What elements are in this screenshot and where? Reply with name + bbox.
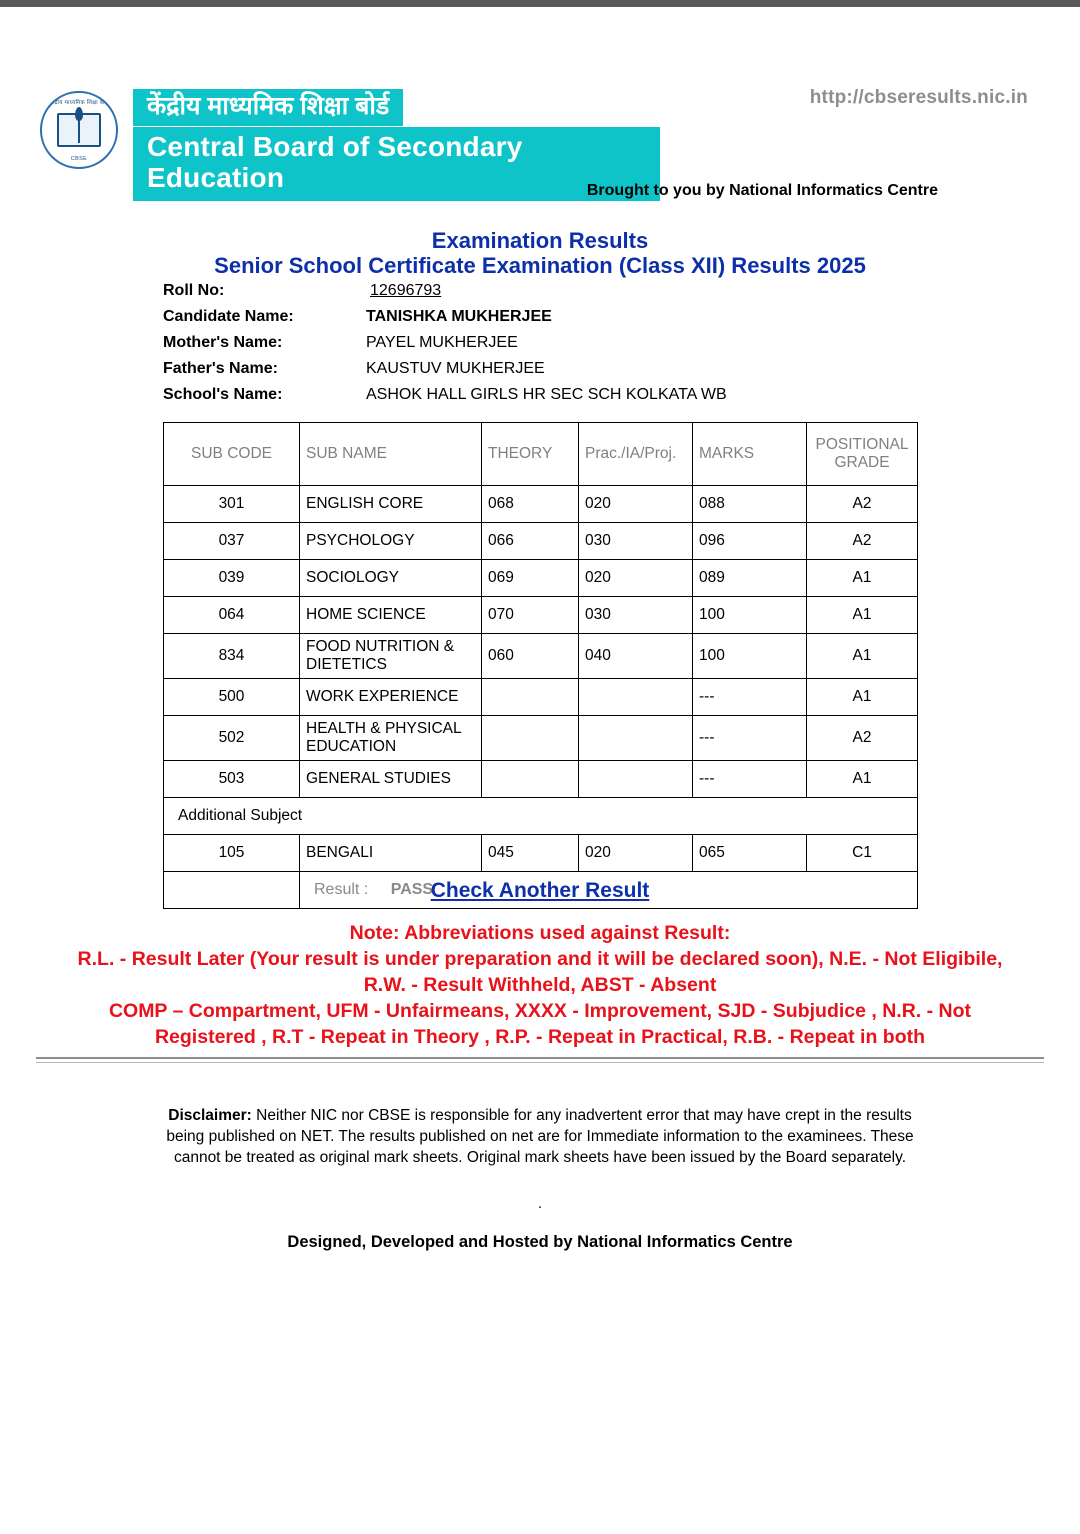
cell-name: ENGLISH CORE [300, 486, 482, 523]
cell-grade: C1 [807, 835, 918, 872]
cell-name: FOOD NUTRITION & DIETETICS [300, 634, 482, 679]
cell-prac: 020 [579, 486, 693, 523]
cell-theory: 066 [482, 523, 579, 560]
cell-marks: 096 [693, 523, 807, 560]
marks-table-body [164, 486, 918, 909]
footer-divider [36, 1057, 1044, 1063]
cell-marks: --- [693, 761, 807, 798]
cell-prac: 030 [579, 523, 693, 560]
candidate-name-row [163, 308, 923, 334]
cell-prac [579, 761, 693, 798]
roll-no-row [163, 282, 923, 308]
cell-code: 064 [164, 597, 300, 634]
cell-grade: A2 [807, 523, 918, 560]
candidate-details [163, 282, 923, 412]
note-line-3: R.W. - Result Withheld, ABST - Absent [363, 974, 717, 996]
col-prac: Prac./IA/Proj. [579, 423, 693, 486]
cell-grade: A1 [807, 634, 918, 679]
divider-line-bottom [36, 1062, 1044, 1063]
col-positional-grade: POSITIONAL GRADE [807, 423, 918, 486]
table-row [164, 486, 918, 523]
divider-line-top [36, 1057, 1044, 1059]
check-another-result-link[interactable]: Check Another Result [430, 879, 650, 902]
school-name-row [163, 386, 923, 412]
cell-grade: A1 [807, 597, 918, 634]
cell-name: GENERAL STUDIES [300, 761, 482, 798]
cell-name: BENGALI [300, 835, 482, 872]
note-line-2: R.L. - Result Later (Your result is under preparation and it will be declared soon), N.E. - Not Eligibile, [77, 948, 1003, 970]
col-marks: MARKS [693, 423, 807, 486]
cbse-logo-header [40, 89, 660, 193]
cell-grade: A2 [807, 716, 918, 761]
designed-by-text: Designed, Developed and Hosted by National Informatics Centre [287, 1233, 793, 1251]
marks-table [163, 422, 918, 909]
cell-code: 037 [164, 523, 300, 560]
disclaimer-label: Disclaimer: [168, 1107, 252, 1124]
cell-code: 500 [164, 679, 300, 716]
cell-marks: 100 [693, 597, 807, 634]
browser-top-bar [0, 0, 1080, 7]
emblem-top-text: केंद्रीय माध्यमिक शिक्षा बोर्ड [50, 100, 108, 106]
mother-name-label: Mother's Name: [163, 334, 283, 351]
footer-dot: . [537, 1195, 543, 1212]
cell-code: 039 [164, 560, 300, 597]
note-line-5: Registered , R.T - Repeat in Theory , R.P. - Repeat in Practical, R.B. - Repeat in both [154, 1026, 926, 1048]
mother-name-value: PAYEL MUKHERJEE [366, 334, 518, 351]
candidate-name-label: Candidate Name: [163, 308, 294, 325]
board-name-hindi: केंद्रीय माध्यमिक शिक्षा बोर्ड [133, 89, 403, 126]
cell-marks: 100 [693, 634, 807, 679]
board-name-english: Central Board of Secondary Education [133, 127, 660, 201]
cell-marks: --- [693, 679, 807, 716]
cell-prac [579, 679, 693, 716]
cell-code: 301 [164, 486, 300, 523]
cell-code: 834 [164, 634, 300, 679]
cell-theory: 070 [482, 597, 579, 634]
father-name-value: KAUSTUV MUKHERJEE [366, 360, 545, 377]
brought-by-text: Brought to you by National Informatics Centre [586, 182, 938, 199]
page-subtitle: Senior School Certificate Examination (Class XII) Results 2025 [214, 253, 866, 278]
cell-theory: 068 [482, 486, 579, 523]
cell-theory [482, 679, 579, 716]
candidate-name-value: TANISHKA MUKHERJEE [366, 308, 552, 325]
roll-no-label: Roll No: [163, 282, 225, 299]
father-name-row [163, 360, 923, 386]
table-row [164, 560, 918, 597]
result-label: Result : [314, 881, 369, 898]
note-line-4: COMP – Compartment, UFM - Unfairmeans, XXXX - Improvement, SJD - Subjudice , N.R. - Not [108, 1000, 972, 1022]
cell-code: 503 [164, 761, 300, 798]
cbse-emblem-icon [40, 91, 118, 169]
result-status-badge: PASS [390, 881, 434, 898]
col-sub-code: SUB CODE [164, 423, 300, 486]
cell-name: SOCIOLOGY [300, 560, 482, 597]
cell-prac: 020 [579, 560, 693, 597]
note-line-1: Note: Abbreviations used against Result: [349, 922, 731, 944]
cell-grade: A1 [807, 679, 918, 716]
table-header-row [164, 423, 918, 486]
cell-name: PSYCHOLOGY [300, 523, 482, 560]
cell-grade: A2 [807, 486, 918, 523]
school-name-label: School's Name: [163, 386, 283, 403]
cell-marks: --- [693, 716, 807, 761]
table-row [164, 597, 918, 634]
table-row [164, 716, 918, 761]
emblem-bottom-text: CBSE [70, 156, 88, 162]
cell-marks: 088 [693, 486, 807, 523]
table-row [164, 835, 918, 872]
disclaimer [160, 1105, 920, 1168]
mother-name-row [163, 334, 923, 360]
cell-marks: 089 [693, 560, 807, 597]
cell-theory: 045 [482, 835, 579, 872]
cell-marks: 065 [693, 835, 807, 872]
cell-code: 105 [164, 835, 300, 872]
col-theory: THEORY [482, 423, 579, 486]
cell-theory: 069 [482, 560, 579, 597]
abbreviations-note [0, 920, 1080, 1050]
cell-prac: 040 [579, 634, 693, 679]
additional-subject-label: Additional Subject [164, 798, 918, 835]
cell-name: HOME SCIENCE [300, 597, 482, 634]
col-sub-name: SUB NAME [300, 423, 482, 486]
cell-code: 502 [164, 716, 300, 761]
cell-prac: 020 [579, 835, 693, 872]
cell-name: HEALTH & PHYSICAL EDUCATION [300, 716, 482, 761]
site-url: http://cbseresults.nic.in [809, 87, 1028, 108]
cell-grade: A1 [807, 761, 918, 798]
cell-theory [482, 716, 579, 761]
cell-prac: 030 [579, 597, 693, 634]
cell-theory [482, 761, 579, 798]
cell-prac [579, 716, 693, 761]
school-name-value: ASHOK HALL GIRLS HR SEC SCH KOLKATA WB [366, 386, 727, 403]
cell-theory: 060 [482, 634, 579, 679]
marks-table-header [164, 423, 918, 486]
father-name-label: Father's Name: [163, 360, 278, 377]
additional-subject-header-row [164, 798, 918, 835]
cell-name: WORK EXPERIENCE [300, 679, 482, 716]
page-title: Examination Results [431, 228, 649, 253]
table-row [164, 634, 918, 679]
roll-no-value: 12696793 [370, 282, 442, 299]
table-row [164, 761, 918, 798]
emblem-flame-icon [75, 107, 83, 121]
table-row [164, 523, 918, 560]
table-row [164, 679, 918, 716]
cell-grade: A1 [807, 560, 918, 597]
disclaimer-text: Neither NIC nor CBSE is responsible for any inadvertent error that may have crept in the results being published on NET. The results published on net are for Immediate information to the examinees. These cannot be treated as original mark sheets. Original mark sheets have been issued by the Board separately. [166, 1107, 914, 1166]
